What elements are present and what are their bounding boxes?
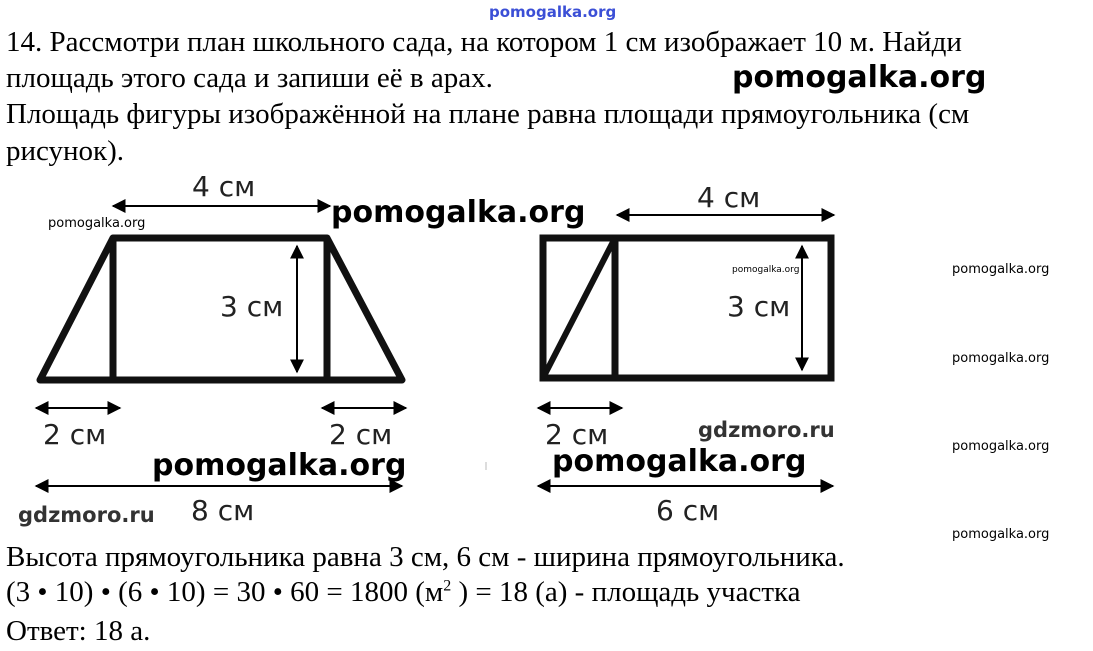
- left-top-width-label: 4 см: [192, 170, 256, 203]
- watermark-big-4: pomogalka.org: [552, 444, 807, 479]
- formula-suffix: ) = 18 (а) - площадь участка: [451, 576, 801, 608]
- watermark-small-2: pomogalka.org: [952, 262, 1050, 277]
- formula-prefix: (3 • 10) • (6 • 10) = 30 • 60 = 1800 (м: [6, 576, 444, 608]
- watermark-gdz-1: gdzmoro.ru: [698, 418, 835, 442]
- right-left-offset-label: 2 см: [545, 418, 609, 451]
- watermark-big-3: pomogalka.org: [152, 448, 407, 483]
- watermark-small-4: pomogalka.org: [952, 439, 1050, 454]
- answer-line: Ответ: 18 а.: [6, 615, 151, 647]
- watermark-gdz-2: gdzmoro.ru: [18, 503, 155, 527]
- solution-line-1: Высота прямоугольника равна 3 см, 6 см - ширина прямоугольника.: [6, 541, 845, 573]
- right-height-label: 3 см: [727, 290, 791, 323]
- watermark-small-3: pomogalka.org: [952, 351, 1050, 366]
- left-offset-label: 2 см: [43, 418, 107, 451]
- formula-superscript: 2: [443, 577, 452, 595]
- explanation-line-1: Площадь фигуры изображённой на плане равна площади прямоугольника (см: [6, 98, 970, 130]
- watermark-big-2: pomogalka.org: [331, 195, 586, 230]
- watermark-small-5: pomogalka.org: [952, 527, 1050, 542]
- explanation-line-2: рисунок).: [6, 135, 125, 167]
- left-height-label: 3 см: [220, 290, 284, 323]
- watermark-tiny-1: pomogalka.org: [732, 265, 800, 275]
- right-top-width-label: 4 см: [697, 181, 761, 214]
- watermark-small-1: pomogalka.org: [48, 216, 146, 231]
- problem-line-1: 14. Рассмотри план школьного сада, на котором 1 см изображает 10 м. Найди: [6, 26, 962, 58]
- watermark-top: pomogalka.org: [489, 3, 617, 21]
- watermark-big-1: pomogalka.org: [732, 60, 987, 95]
- problem-line-2: площадь этого сада и запиши её в арах.: [6, 62, 493, 94]
- left-bottom-width-label: 8 см: [191, 494, 255, 527]
- solution-formula: [6, 578, 801, 607]
- right-bottom-width-label: 6 см: [656, 494, 720, 527]
- right-offset-label: 2 см: [329, 418, 393, 451]
